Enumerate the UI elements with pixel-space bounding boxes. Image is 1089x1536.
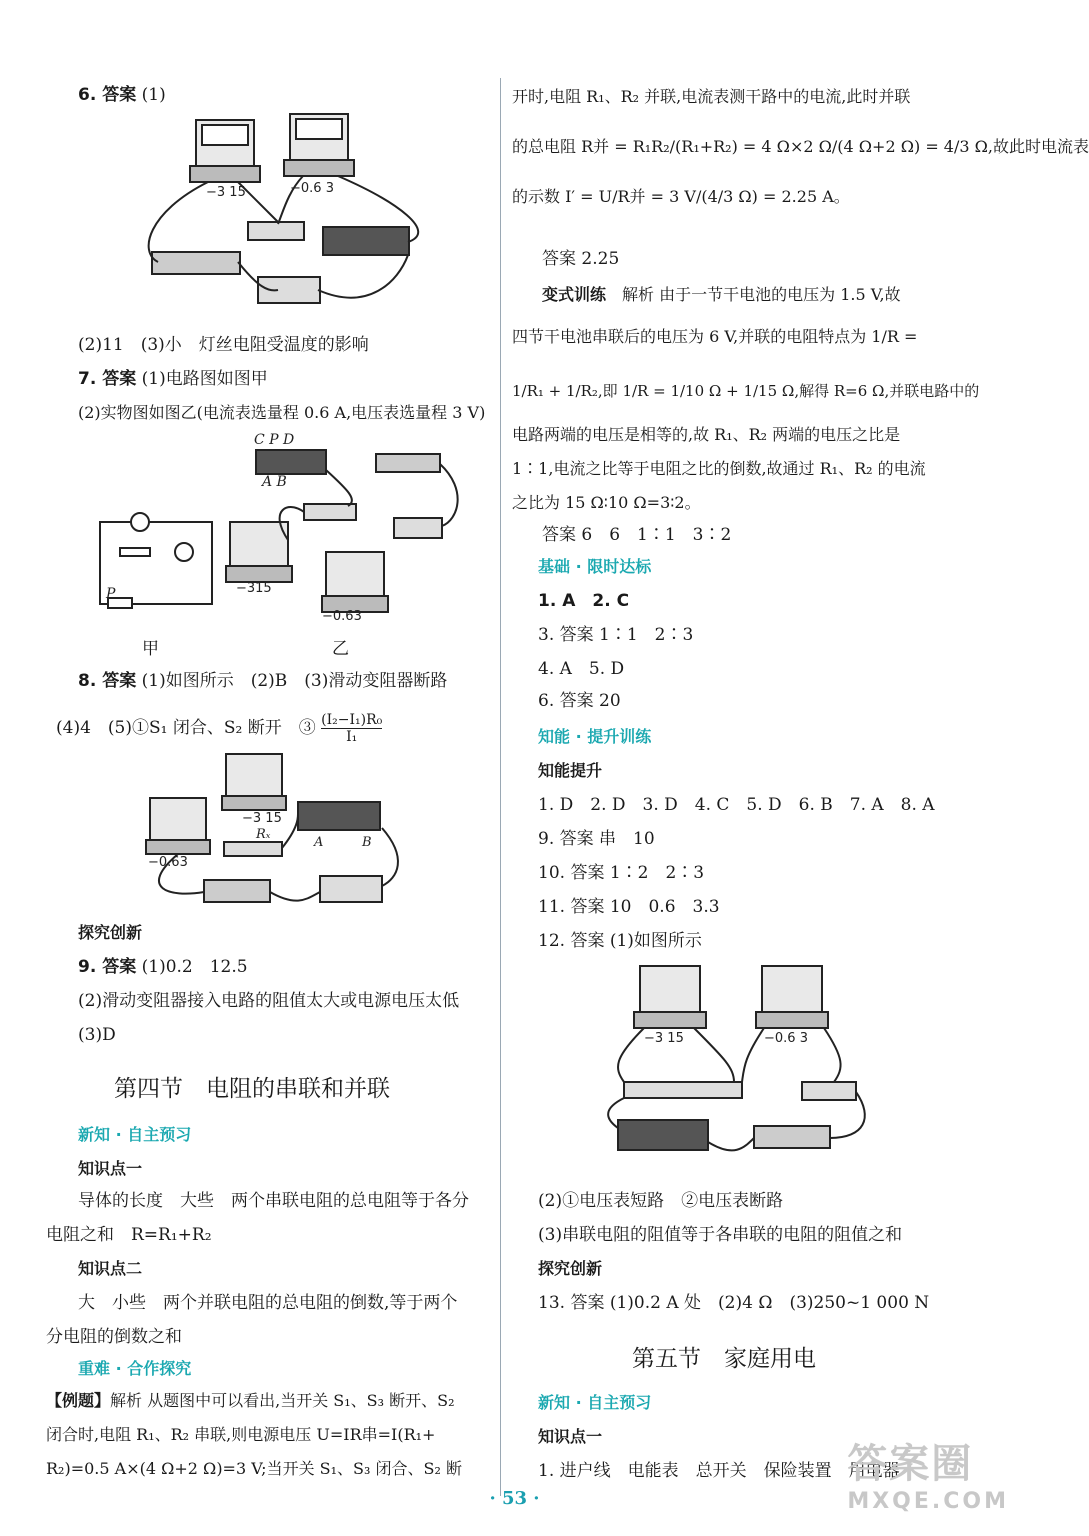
svg-text:−0.63: −0.63	[148, 855, 188, 870]
right-line2: 的总电阻 R并 = R₁R₂/(R₁+R₂) = 4 Ω×2 Ω/(4 Ω+2 Ω) = 4/3 Ω,故此时电流表	[512, 137, 1089, 156]
svg-text:P: P	[106, 586, 116, 602]
ability-answer-12: 12. 答案 (1)如图所示	[538, 931, 702, 951]
section-preview-label: 新知 · 自主预习	[78, 1125, 192, 1144]
basic-answers-1: 1. A 2. C	[538, 591, 630, 611]
right-line3: 的示数 I′ = U/R并 = 3 V/(4/3 Ω) = 2.25 A。	[512, 187, 850, 206]
column-divider	[500, 78, 501, 1496]
example-line2: 闭合时,电阻 R₁、R₂ 串联,则电源电压 U=IR串=I(R₁+	[46, 1425, 436, 1444]
page-number: · 53 ·	[489, 1488, 540, 1509]
q8-circuit-figure	[138, 748, 468, 916]
svg-text:−0.6 3: −0.6 3	[290, 181, 334, 196]
section4-title: 第四节 电阻的串联和并联	[114, 1076, 390, 1102]
svg-text:−0.63: −0.63	[322, 609, 362, 624]
variant-line6: 之比为 15 Ω∶10 Ω=3∶2。	[512, 493, 701, 512]
q12-circuit-figure	[604, 958, 944, 1180]
section-coop-label: 重难 · 合作探究	[78, 1359, 192, 1378]
right-kp1-line1: 1. 进户线 电能表 总开关 保险装置 用电器	[538, 1461, 900, 1481]
svg-text:C P D: C P D	[254, 432, 295, 448]
ability-answers-1: 1. D 2. D 3. D 4. C 5. D 6. B 7. A 8. A	[538, 795, 935, 815]
right-answer1: 答案 2.25	[542, 249, 620, 269]
svg-text:A: A	[314, 835, 324, 850]
svg-text:−315: −315	[236, 581, 272, 596]
fig-label-jia: 甲	[142, 639, 159, 659]
watermark-url: MXQE.COM	[847, 1489, 1009, 1514]
ability-heading: 知能提升	[538, 761, 603, 780]
svg-text:A B: A B	[262, 474, 287, 490]
q6-circuit-figure	[138, 112, 488, 322]
variant-line1: 变式训练 解析 由于一节干电池的电压为 1.5 V,故	[542, 285, 901, 304]
ability-answer-13: 13. 答案 (1)0.2 A 处 (2)4 Ω (3)250~1 000 N	[538, 1293, 930, 1313]
kp2-line1: 大 小些 两个并联电阻的总电阻的倒数,等于两个	[78, 1293, 458, 1313]
kp1-line2: 电阻之和 R=R₁+R₂	[46, 1225, 212, 1245]
ability-answer-11: 11. 答案 10 0.6 3.3	[538, 897, 720, 917]
basic-answer-3: 3. 答案 1∶1 2∶3	[538, 625, 694, 645]
q8-fraction-numerator: (I₂−I₁)R₀	[321, 712, 383, 728]
q9-answer: 9. 答案 (1)0.2 12.5	[78, 957, 248, 977]
basic-answer-6: 6. 答案 20	[538, 691, 621, 711]
variant-line5: 1∶1,电流之比等于电阻之比的倒数,故通过 R₁、R₂ 的电流	[512, 459, 926, 478]
watermark-text: 答案圈	[847, 1441, 974, 1487]
ability-answer-10: 10. 答案 1∶2 2∶3	[538, 863, 705, 883]
q9-answer-line3: (3)D	[78, 1025, 116, 1045]
watermark	[847, 1432, 1009, 1514]
ability-answer-9: 9. 答案 串 10	[538, 829, 655, 849]
right-answer2: 答案 6 6 1∶1 3∶2	[542, 525, 732, 545]
right-section-preview-label: 新知 · 自主预习	[538, 1393, 652, 1412]
q6-answer-rest: (2)11 (3)小 灯丝电阻受温度的影响	[78, 335, 369, 355]
svg-text:B: B	[362, 835, 372, 850]
q6-answer: 6. 答案 (1)	[78, 85, 166, 105]
q7-answer-line2: (2)实物图如图乙(电流表选量程 0.6 A,电压表选量程 3 V)	[78, 403, 486, 422]
kp1-line1: 导体的长度 大些 两个串联电阻的总电阻等于各分	[78, 1191, 469, 1211]
q8-fraction-denominator: I₁	[346, 729, 358, 745]
right-line1: 开时,电阻 R₁、R₂ 并联,电流表测干路中的电流,此时并联	[512, 87, 911, 106]
section-basic-label: 基础 · 限时达标	[538, 557, 652, 576]
svg-text:−0.6 3: −0.6 3	[764, 1031, 808, 1046]
svg-text:−3 15: −3 15	[206, 185, 246, 200]
section-ability-label: 知能 · 提升训练	[538, 727, 652, 746]
fig-label-yi: 乙	[332, 639, 349, 659]
q8-answer-line2: (4)4 (5)①S₁ 闭合、S₂ 断开 ③ $\frac{\text{(I₂−I₁)R₀}}{\text{I₁}}$	[56, 712, 383, 745]
variant-line4: 电路两端的电压是相等的,故 R₁、R₂ 两端的电压之比是	[512, 425, 901, 444]
svg-text:−3 15: −3 15	[242, 811, 282, 826]
knowledge-point-2: 知识点二	[78, 1259, 143, 1278]
right-explore-heading: 探究创新	[538, 1259, 603, 1278]
kp2-line2: 分电阻的倒数之和	[46, 1327, 182, 1347]
q8-answer: 8. 答案 (1)如图所示 (2)B (3)滑动变阻器断路	[78, 671, 448, 691]
example-line1: 【例题】解析 从题图中可以看出,当开关 S₁、S₃ 断开、S₂	[46, 1391, 455, 1410]
basic-answers-4: 4. A 5. D	[538, 659, 625, 679]
q7-answer: 7. 答案 (1)电路图如图甲	[78, 369, 268, 389]
section5-title: 第五节 家庭用电	[632, 1346, 816, 1372]
ability-answer-12-line2: (2)①电压表短路 ②电压表断路	[538, 1191, 784, 1211]
svg-text:−3 15: −3 15	[644, 1031, 684, 1046]
right-knowledge-point-1: 知识点一	[538, 1427, 603, 1446]
svg-text:Rₓ: Rₓ	[256, 827, 271, 842]
explore-heading: 探究创新	[78, 923, 143, 942]
q9-answer-line2: (2)滑动变阻器接入电路的阻值太大或电源电压太低	[78, 991, 460, 1011]
example-line3: R₂)=0.5 A×(4 Ω+2 Ω)=3 V;当开关 S₁、S₃ 闭合、S₂ 断	[46, 1459, 462, 1478]
variant-line2: 四节干电池串联后的电压为 6 V,并联的电阻特点为 1/R =	[512, 327, 918, 346]
ability-answer-12-line3: (3)串联电阻的阻值等于各串联的电阻的阻值之和	[538, 1225, 903, 1245]
knowledge-point-1: 知识点一	[78, 1159, 143, 1178]
variant-line3: 1/R₁ + 1/R₂,即 1/R = 1/10 Ω + 1/15 Ω,解得 R=6 Ω,并联电路中的	[512, 382, 980, 400]
q7-circuit-figures	[78, 430, 488, 630]
